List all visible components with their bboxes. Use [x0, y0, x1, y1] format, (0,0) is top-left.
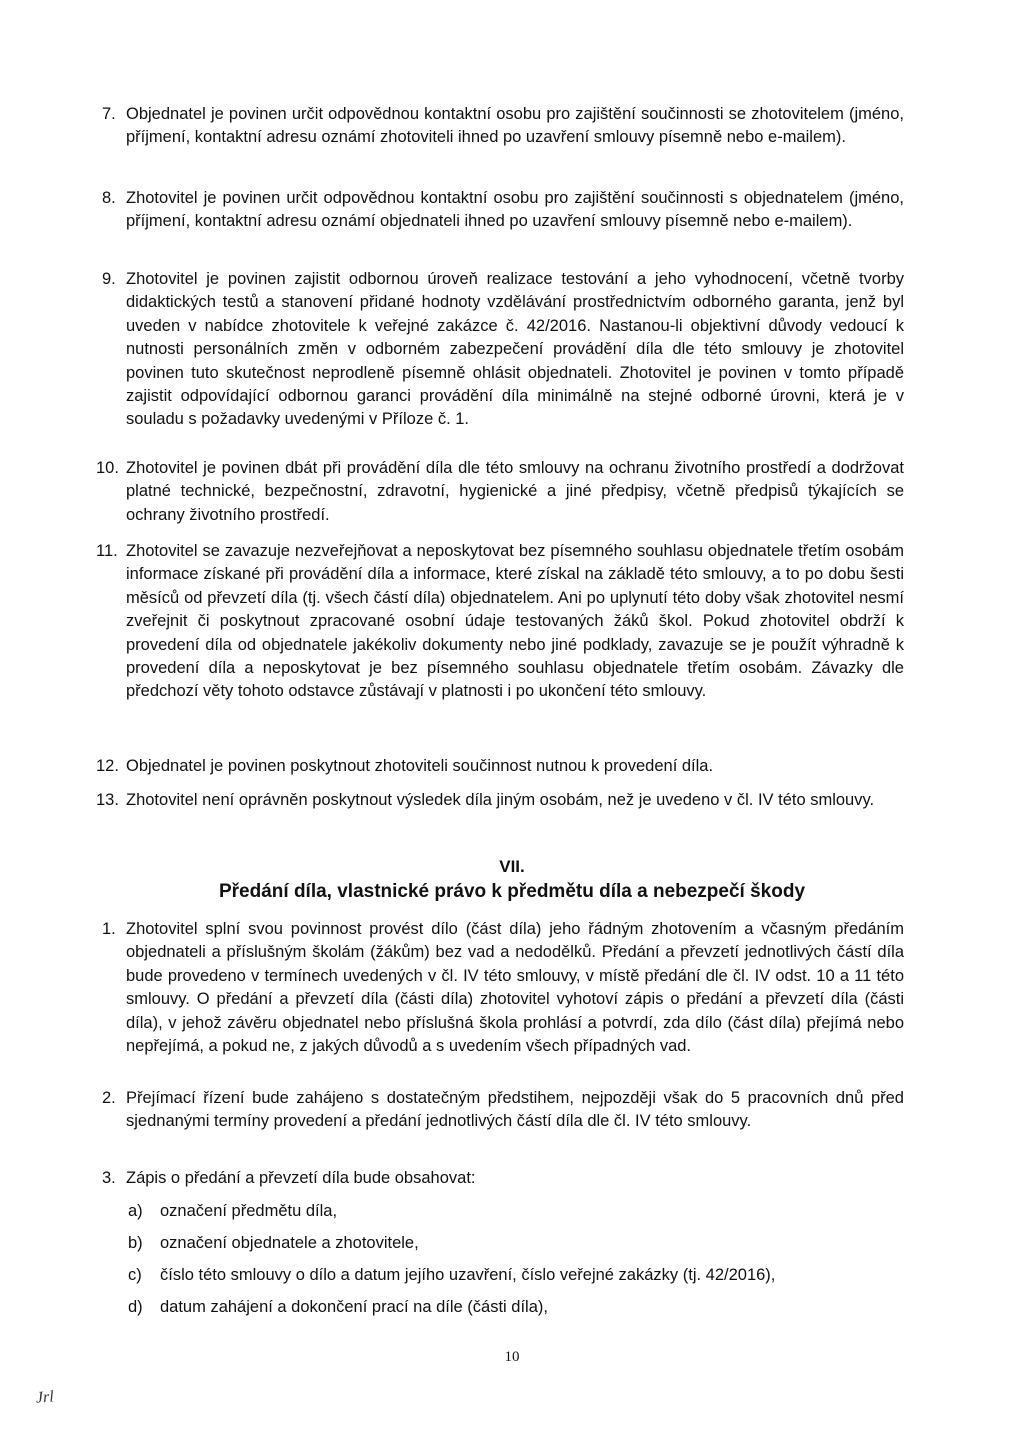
- paragraph-8: [102, 187, 904, 234]
- paragraph-number: 12.: [96, 757, 119, 775]
- sub-item-letter: a): [128, 1202, 143, 1220]
- paragraph-text: Zhotovitel splní svou povinnost provést dílo (část díla) jeho řádným zhotovením a včasným předáním objednateli a příslušným školám (žákům) bez vad a nedodělků. Předání a převzetí jednotlivých částí díla bude provedeno v termínech uvedených v čl. IV této smlouvy, v místě předání dle čl. IV odst. 10 a 11 této smlouvy. O předání a převzetí díla (části díla) zhotovitel vyhotoví zápis o předání a převzetí díla (části díla), v jehož závěru objednatel nebo příslušná škola prohlásí a potvrdí, zda dílo (část díla) přejímá nebo nepřejímá, a pokud ne, z jakých důvodů a s uvedením všech případných vad.: [126, 920, 904, 1056]
- paragraph-text: Zhotovitel je povinen dbát při provádění díla dle této smlouvy na ochranu životního prostředí a dodržovat platné technické, bezpečnostní, zdravotní, hygienické a jiné předpisy, včetně předpisů týkajících se ochrany životního prostředí.: [126, 459, 904, 524]
- paragraph-text: Zápis o předání a převzetí díla bude obsahovat:: [126, 1169, 476, 1187]
- paragraph-text: Zhotovitel není oprávněn poskytnout výsledek díla jiným osobám, než je uvedeno v čl. IV této smlouvy.: [126, 791, 875, 809]
- paragraph-number: 2.: [102, 1089, 116, 1107]
- paragraph-12: [96, 755, 904, 778]
- paragraph-9: [102, 268, 904, 432]
- paragraph-7: [102, 103, 904, 150]
- paragraph-number: 3.: [102, 1169, 116, 1187]
- sub-item-text: číslo této smlouvy o dílo a datum jejího uzavření, číslo veřejné zakázky (tj. 42/2016),: [160, 1266, 776, 1284]
- paragraph-number: 13.: [96, 791, 119, 809]
- sub-item-d: [128, 1296, 548, 1319]
- paragraph-text: Objednatel je povinen poskytnout zhotoviteli součinnost nutnou k provedení díla.: [126, 757, 714, 775]
- paragraph-vii-1: [102, 918, 904, 1058]
- paragraph-vii-3: [102, 1167, 904, 1190]
- paragraph-13: [96, 789, 904, 812]
- sub-item-text: označení předmětu díla,: [160, 1202, 338, 1220]
- paragraph-10: [96, 457, 904, 527]
- paragraph-number: 8.: [102, 189, 116, 207]
- section-title: Předání díla, vlastnické právo k předmětu díla a nebezpečí škody: [218, 881, 806, 902]
- paragraph-text: Zhotovitel je povinen zajistit odbornou úroveň realizace testování a jeho vyhodnocení, včetně tvorby didaktických testů a stanovení přidané hodnoty vzdělávání prostřednictvím odborného garanta, jenž byl uveden v nabídce zhotovitele k veřejné zakázce č. 42/2016. Nastanou-li objektivní důvody vedoucí k nutnosti personálních změn v odborném zabezpečení provádění díla dle této smlouvy je zhotovitel povinen tuto skutečnost neprodleně písemně ohlásit objednateli. Zhotovitel je povinen v tomto případě zajistit odpovídající odbornou garanci provádění díla minimálně na stejné odborné úrovni, která je v souladu s požadavky uvedenými v Příloze č. 1.: [126, 270, 904, 429]
- sub-item-b: [128, 1232, 419, 1255]
- sub-item-letter: b): [128, 1234, 143, 1252]
- sub-item-text: označení objednatele a zhotovitele,: [160, 1234, 419, 1252]
- sub-item-letter: d): [128, 1298, 143, 1316]
- sub-item-text: datum zahájení a dokončení prací na díle (části díla),: [160, 1298, 548, 1316]
- paragraph-11: [96, 540, 904, 704]
- paragraph-number: 1.: [102, 920, 116, 938]
- paragraph-number: 10.: [96, 459, 119, 477]
- paragraph-text: Zhotovitel je povinen určit odpovědnou kontaktní osobu pro zajištění součinnosti s objednatelem (jméno, příjmení, kontaktní adresu oznámí objednateli ihned po uzavření smlouvy písemně nebo e-mailem).: [126, 189, 904, 231]
- paragraph-text: Přejímací řízení bude zahájeno s dostatečným předstihem, nejpozději však do 5 pracovních dnů před sjednanými termíny provedení a předání jednotlivých částí díla dle čl. IV této smlouvy.: [126, 1089, 904, 1131]
- sub-item-a: [128, 1200, 338, 1223]
- handwritten-initials: Jrl: [35, 1388, 55, 1407]
- paragraph-number: 9.: [102, 270, 116, 288]
- page-number: 10: [504, 1349, 520, 1365]
- paragraph-text: Zhotovitel se zavazuje nezveřejňovat a neposkytovat bez písemného souhlasu objednatele třetím osobám informace získané při provádění díla a informace, které získal na základě této smlouvy, a to po dobu šesti měsíců od převzetí díla (tj. všech částí díla) objednatelem. Ani po uplynutí této doby však zhotovitel nesmí zveřejnit či poskytnout zpracované osobní údaje testovaných žáků škol. Pokud zhotovitel obdrží k provedení díla od objednatele jakékoliv dokumenty nebo jiné podklady, zavazuje se je použít výhradně k provedení díla a neposkytovat je bez písemného souhlasu objednatele třetím osobám. Závazky dle předchozí věty tohoto odstavce zůstávají v platnosti i po ukončení této smlouvy.: [126, 542, 904, 701]
- sub-item-letter: c): [128, 1266, 142, 1284]
- paragraph-number: 11.: [96, 542, 118, 560]
- sub-item-c: [128, 1264, 776, 1287]
- paragraph-number: 7.: [102, 105, 116, 123]
- section-number: VII.: [499, 857, 525, 876]
- paragraph-text: Objednatel je povinen určit odpovědnou kontaktní osobu pro zajištění součinnosti se zhotovitelem (jméno, příjmení, kontaktní adresu oznámí zhotoviteli ihned po uzavření smlouvy písemně nebo e-mailem).: [126, 105, 904, 147]
- paragraph-vii-2: [102, 1087, 904, 1134]
